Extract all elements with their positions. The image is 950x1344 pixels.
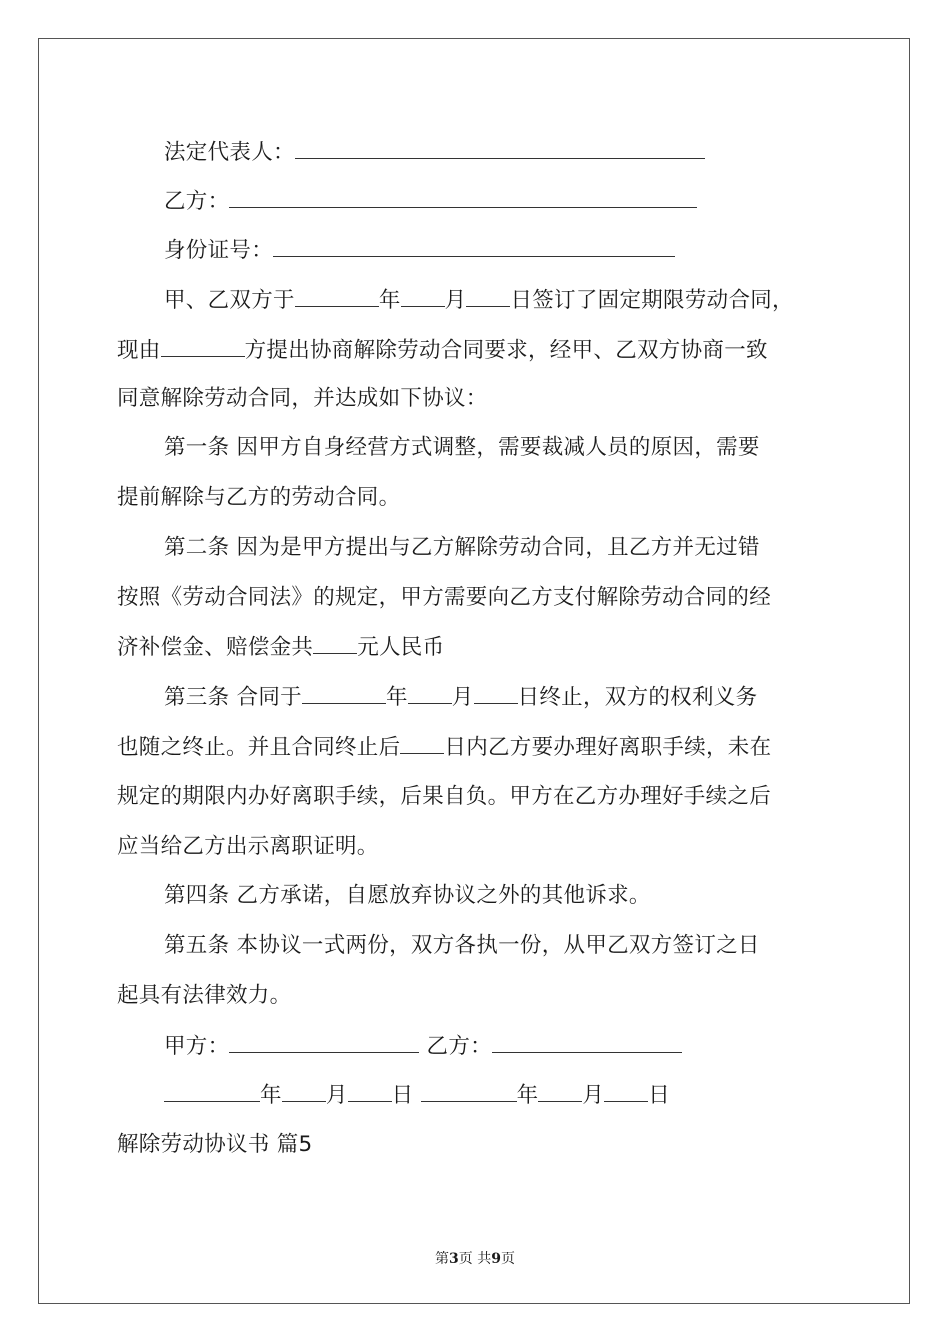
signature-parties-line: 甲方： 乙方： [164, 1031, 682, 1062]
blank[interactable] [538, 1080, 582, 1102]
intro-line-3: 同意解除劳动合同，并达成如下协议： [117, 386, 488, 411]
party-b-blank[interactable] [229, 186, 697, 208]
blank[interactable] [421, 1080, 517, 1102]
blank[interactable] [295, 285, 379, 307]
id-number-blank[interactable] [273, 235, 675, 257]
article-3-line-3: 规定的期限内办好离职手续，后果自负。甲方在乙方办理好手续之后 [117, 784, 772, 809]
article-3-line-1: 第三条 合同于 年 月 日终止，双方的权利义务 [164, 682, 757, 713]
article-3-line-4: 应当给乙方出示离职证明。 [117, 834, 379, 859]
blank[interactable] [400, 732, 444, 754]
article-1-line-1: 第一条 因甲方自身经营方式调整，需要裁减人员的原因，需要 [164, 435, 760, 460]
article-5-line-1: 第五条 本协议一式两份，双方各执一份，从甲乙双方签订之日 [164, 933, 760, 958]
blank[interactable] [348, 1080, 392, 1102]
intro-line-2: 现由 方提出协商解除劳动合同要求，经甲、乙双方协商一致 [117, 335, 768, 366]
legal-rep-line: 法定代表人： [164, 137, 705, 168]
id-number-line: 身份证号： [164, 235, 675, 266]
article-3-line-2: 也随之终止。并且合同终止后 日内乙方要办理好离职手续，未在 [117, 732, 771, 763]
article-2-line-3: 济补偿金、赔偿金共 元人民币 [117, 632, 444, 663]
blank[interactable] [282, 1080, 326, 1102]
blank[interactable] [466, 285, 510, 307]
article-2-line-2: 按照《劳动合同法》的规定，甲方需要向乙方支付解除劳动合同的经 [117, 585, 772, 610]
legal-rep-blank[interactable] [295, 137, 705, 159]
blank[interactable] [313, 632, 357, 654]
article-1-line-2: 提前解除与乙方的劳动合同。 [117, 485, 401, 510]
blank[interactable] [164, 1080, 260, 1102]
article-5-line-2: 起具有法律效力。 [117, 983, 292, 1008]
signature-dates-line: 年 月 日 年 月 日 [164, 1080, 670, 1111]
blank[interactable] [604, 1080, 648, 1102]
blank[interactable] [408, 682, 452, 704]
blank[interactable] [161, 335, 245, 357]
article-2-line-1: 第二条 因为是甲方提出与乙方解除劳动合同，且乙方并无过错 [164, 535, 760, 560]
party-b-line: 乙方： [164, 186, 697, 217]
party-b-signature-blank[interactable] [492, 1031, 682, 1053]
blank[interactable] [302, 682, 386, 704]
party-a-signature-blank[interactable] [229, 1031, 419, 1053]
blank[interactable] [401, 285, 445, 307]
page-footer: 第3页 共9页 [435, 1251, 515, 1267]
blank[interactable] [474, 682, 518, 704]
next-section-title: 解除劳动协议书 篇5 [117, 1132, 313, 1157]
article-4-line-1: 第四条 乙方承诺，自愿放弃协议之外的其他诉求。 [164, 883, 651, 908]
page-border [38, 38, 910, 1304]
intro-line-1: 甲、乙双方于 年 月 日签订了固定期限劳动合同， [164, 285, 794, 316]
